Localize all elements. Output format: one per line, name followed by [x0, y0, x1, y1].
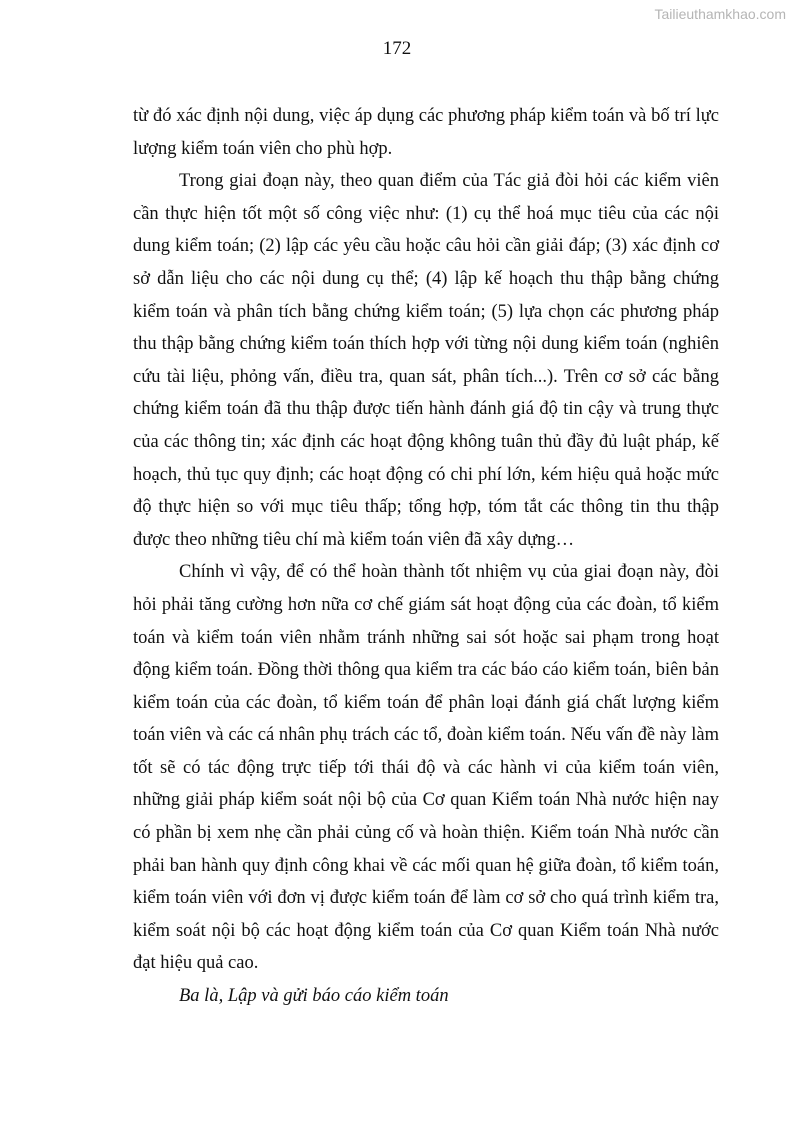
page-body [133, 100, 719, 1013]
watermark: Tailieuthamkhao.com [654, 6, 786, 22]
paragraph-tasks: Trong giai đoạn này, theo quan điểm của Tác giả đòi hỏi các kiểm viên cần thực hiện tốt một số công việc như: (1) cụ thể hoá mục tiêu của các nội dung kiểm toán; (2) lập các yêu cầu hoặc câu hỏi cần giải đáp; (3) xác định cơ sở dẫn liệu cho các nội dung cụ thể; (4) lập kế hoạch thu thập bằng chứng kiểm toán và phân tích bằng chứng kiểm toán; (5) lựa chọn các phương pháp thu thập bằng chứng kiểm toán thích hợp với từng nội dung kiểm toán (nghiên cứu tài liệu, phỏng vấn, điều tra, quan sát, phân tích...). Trên cơ sở các bằng chứng kiểm toán đã thu thập được tiến hành đánh giá độ tin cậy và trung thực của các thông tin; xác định các hoạt động không tuân thủ đầy đủ luật pháp, kế hoạch, thủ tục quy định; các hoạt động có chi phí lớn, kém hiệu quả hoặc mức độ thực hiện so với mục tiêu thấp; tổng hợp, tóm tắt các thông tin thu thập được theo những tiêu chí mà kiểm toán viên đã xây dựng… [133, 171, 719, 550]
paragraph-supervision: Chính vì vậy, để có thể hoàn thành tốt nhiệm vụ của giai đoạn này, đòi hỏi phải tăng cường hơn nữa cơ chế giám sát hoạt động của các đoàn, tổ kiểm toán và kiểm toán viên nhằm tránh những sai sót hoặc sai phạm trong hoạt động kiểm toán. Đồng thời thông qua kiểm tra các báo cáo kiểm toán, biên bản kiểm toán của các đoàn, tổ kiểm toán để phân loại đánh giá chất lượng kiểm toán viên và các cá nhân phụ trách các tổ, đoàn kiểm toán. Nếu vấn đề này làm tốt sẽ có tác động trực tiếp tới thái độ và các hành vi của kiểm toán viên, những giải pháp kiểm soát nội bộ của Cơ quan Kiểm toán Nhà nước hiện nay có phần bị xem nhẹ cần phải củng cố và hoàn thiện. Kiểm toán Nhà nước cần phải ban hành quy định công khai về các mối quan hệ giữa đoàn, tổ kiểm toán, kiểm toán viên với đơn vị được kiểm toán để làm cơ sở cho quá trình kiểm tra, kiểm soát nội bộ các hoạt động kiểm toán của Cơ quan Kiểm toán Nhà nước đạt hiệu quả cao. [133, 562, 719, 974]
section-heading: Ba là, Lập và gửi báo cáo kiểm toán [179, 986, 449, 1007]
paragraph-continued: từ đó xác định nội dung, việc áp dụng các phương pháp kiểm toán và bố trí lực lượng kiểm toán viên cho phù hợp. [133, 106, 719, 159]
page-number: 172 [382, 38, 412, 59]
